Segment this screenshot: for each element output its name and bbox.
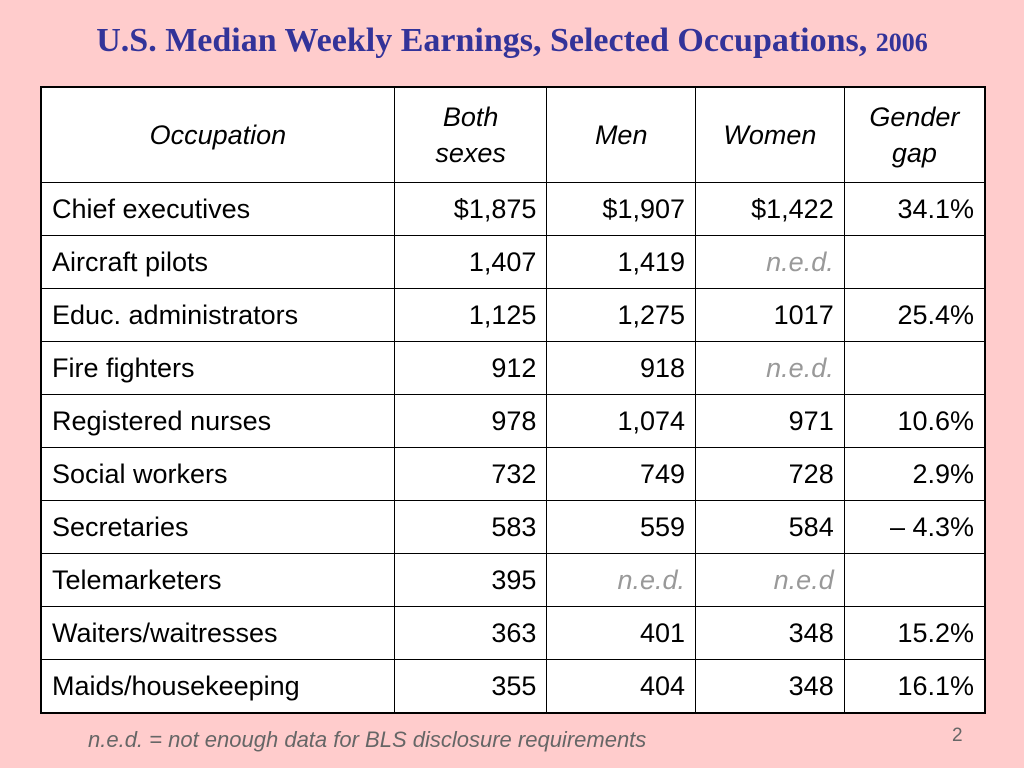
cell-women: n.e.d bbox=[696, 554, 845, 607]
cell-gender-gap: 15.2% bbox=[844, 607, 985, 660]
cell-both-sexes: 355 bbox=[394, 660, 547, 714]
header-gender-gap bbox=[844, 87, 985, 183]
table-row bbox=[41, 660, 985, 714]
header-both-sexes-line1: Both bbox=[442, 102, 499, 132]
cell-both-sexes: 1,407 bbox=[394, 236, 547, 289]
cell-both-sexes: 732 bbox=[394, 448, 547, 501]
cell-women: n.e.d. bbox=[696, 342, 845, 395]
cell-both-sexes: $1,875 bbox=[394, 183, 547, 236]
cell-men: 559 bbox=[547, 501, 696, 554]
cell-both-sexes: 363 bbox=[394, 607, 547, 660]
table-row bbox=[41, 554, 985, 607]
cell-gender-gap: – 4.3% bbox=[844, 501, 985, 554]
header-men: Men bbox=[547, 87, 696, 183]
slide-title-year: 2006 bbox=[875, 28, 928, 57]
cell-men: 749 bbox=[547, 448, 696, 501]
cell-women: $1,422 bbox=[696, 183, 845, 236]
cell-occupation: Maids/housekeeping bbox=[41, 660, 394, 714]
cell-women: 728 bbox=[696, 448, 845, 501]
cell-men: $1,907 bbox=[547, 183, 696, 236]
cell-women: 348 bbox=[696, 660, 845, 714]
header-gender-gap-line2: gap bbox=[891, 138, 937, 168]
table-row bbox=[41, 501, 985, 554]
header-occupation: Occupation bbox=[41, 87, 394, 183]
cell-occupation: Registered nurses bbox=[41, 395, 394, 448]
cell-gender-gap: 16.1% bbox=[844, 660, 985, 714]
cell-both-sexes: 1,125 bbox=[394, 289, 547, 342]
table-row bbox=[41, 236, 985, 289]
slide-title-text: U.S. Median Weekly Earnings, Selected Occupations, bbox=[96, 22, 868, 59]
cell-women: 348 bbox=[696, 607, 845, 660]
table-body bbox=[41, 183, 985, 714]
cell-occupation: Chief executives bbox=[41, 183, 394, 236]
table-row bbox=[41, 448, 985, 501]
page-number: 2 bbox=[952, 725, 963, 746]
table-row bbox=[41, 342, 985, 395]
cell-gender-gap: 25.4% bbox=[844, 289, 985, 342]
cell-gender-gap: 10.6% bbox=[844, 395, 985, 448]
cell-women: 584 bbox=[696, 501, 845, 554]
table-row bbox=[41, 395, 985, 448]
cell-occupation: Educ. administrators bbox=[41, 289, 394, 342]
earnings-table bbox=[40, 86, 986, 714]
cell-men: 918 bbox=[547, 342, 696, 395]
cell-occupation: Secretaries bbox=[41, 501, 394, 554]
cell-both-sexes: 978 bbox=[394, 395, 547, 448]
table-row bbox=[41, 183, 985, 236]
cell-occupation: Telemarketers bbox=[41, 554, 394, 607]
cell-women: 971 bbox=[696, 395, 845, 448]
cell-men: 1,419 bbox=[547, 236, 696, 289]
cell-gender-gap: 34.1% bbox=[844, 183, 985, 236]
cell-occupation: Waiters/waitresses bbox=[41, 607, 394, 660]
cell-gender-gap bbox=[844, 236, 985, 289]
cell-occupation: Fire fighters bbox=[41, 342, 394, 395]
cell-occupation: Social workers bbox=[41, 448, 394, 501]
cell-men: n.e.d. bbox=[547, 554, 696, 607]
cell-men: 1,074 bbox=[547, 395, 696, 448]
cell-gender-gap bbox=[844, 342, 985, 395]
table-header bbox=[41, 87, 985, 183]
cell-women: 1017 bbox=[696, 289, 845, 342]
header-row bbox=[41, 87, 985, 183]
header-both-sexes-line2: sexes bbox=[435, 138, 506, 168]
cell-both-sexes: 912 bbox=[394, 342, 547, 395]
cell-both-sexes: 583 bbox=[394, 501, 547, 554]
header-both-sexes bbox=[394, 87, 547, 183]
table-row bbox=[41, 607, 985, 660]
footnote: n.e.d. = not enough data for BLS disclosure requirements bbox=[88, 727, 647, 752]
cell-men: 1,275 bbox=[547, 289, 696, 342]
table-row bbox=[41, 289, 985, 342]
header-gender-gap-line1: Gender bbox=[869, 102, 960, 132]
cell-men: 404 bbox=[547, 660, 696, 714]
header-women: Women bbox=[696, 87, 845, 183]
cell-gender-gap: 2.9% bbox=[844, 448, 985, 501]
cell-gender-gap bbox=[844, 554, 985, 607]
cell-occupation: Aircraft pilots bbox=[41, 236, 394, 289]
slide-title bbox=[0, 22, 1024, 60]
cell-both-sexes: 395 bbox=[394, 554, 547, 607]
cell-men: 401 bbox=[547, 607, 696, 660]
cell-women: n.e.d. bbox=[696, 236, 845, 289]
